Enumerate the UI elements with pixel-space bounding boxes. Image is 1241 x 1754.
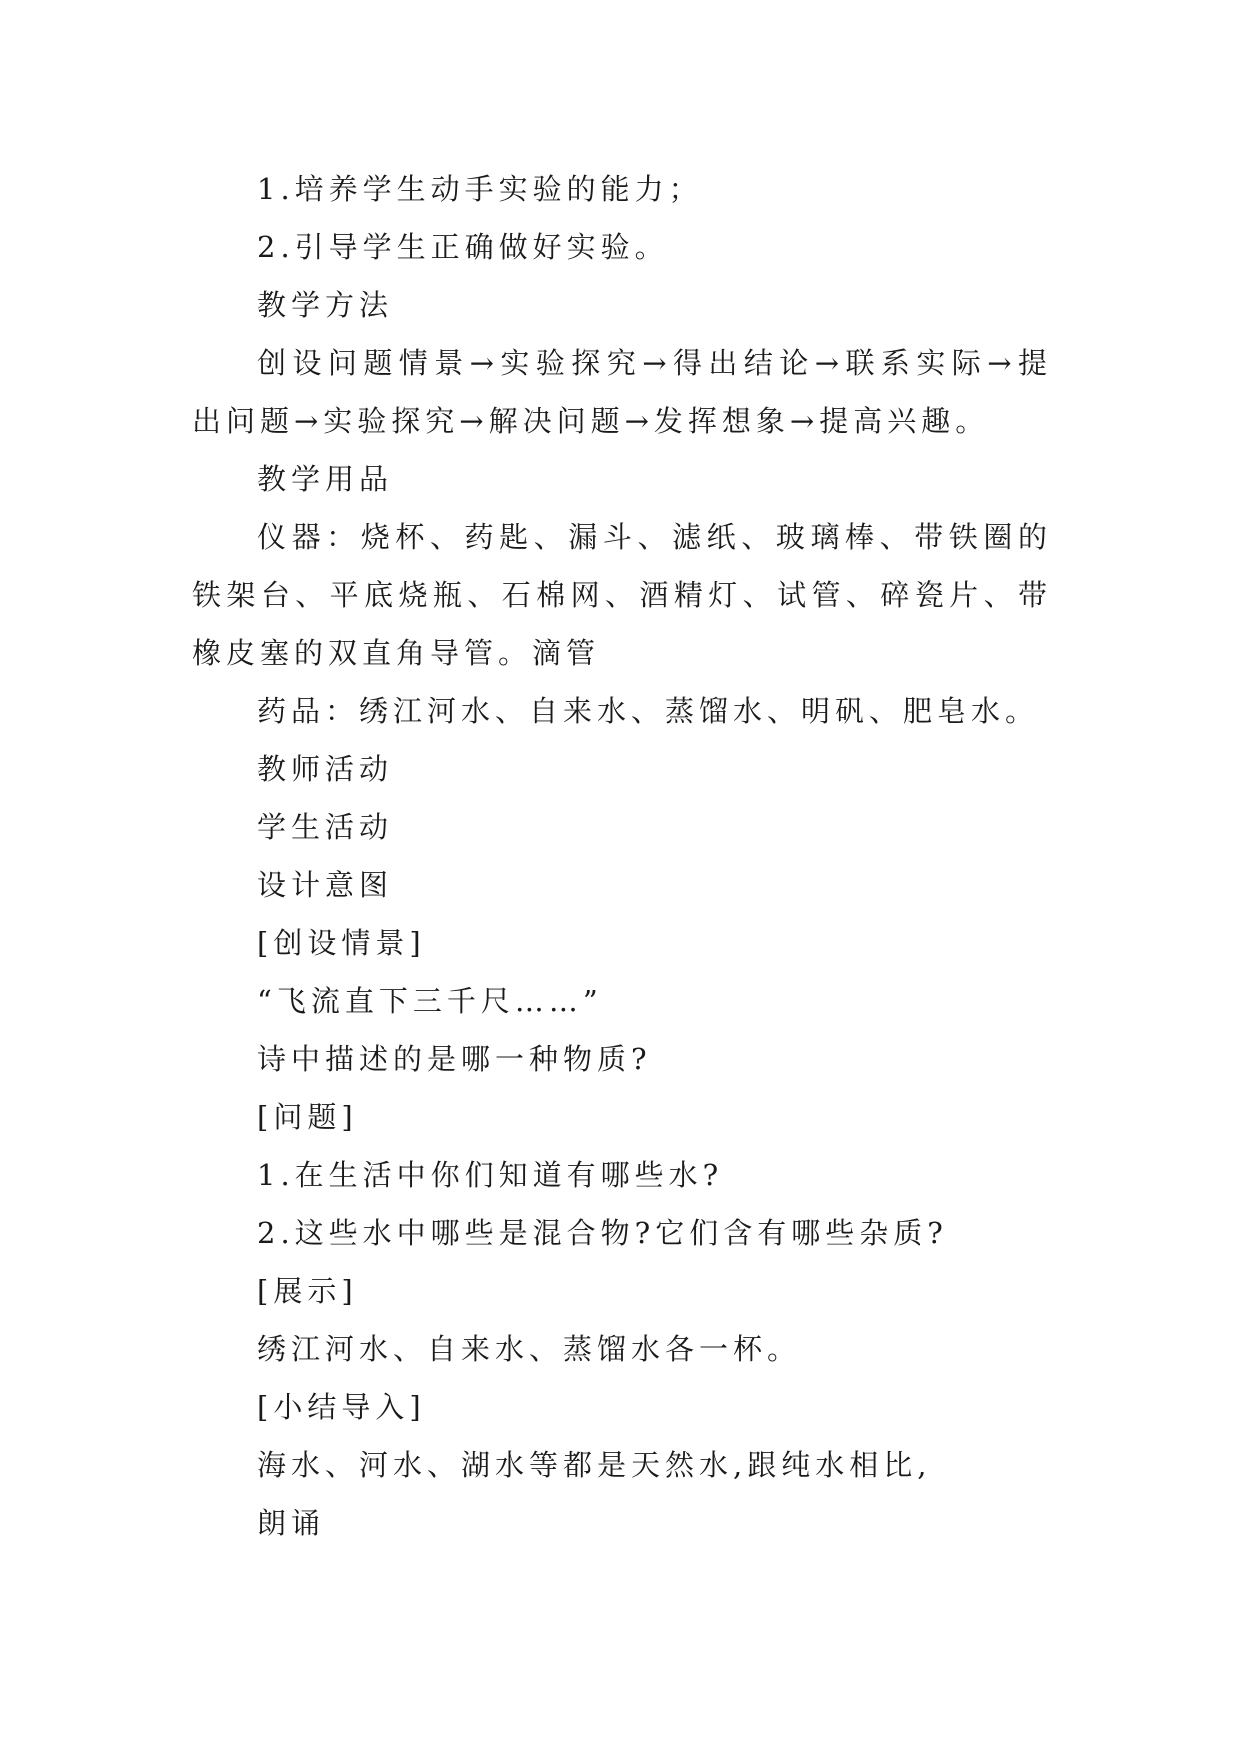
question-item-1: 1.在生活中你们知道有哪些水? <box>257 1158 724 1192</box>
column-heading-teacher-activity: 教师活动 <box>257 752 394 786</box>
column-heading-student-activity: 学生活动 <box>257 810 394 844</box>
poem-question: 诗中描述的是哪一种物质? <box>257 1042 652 1076</box>
section-heading-teaching-method: 教学方法 <box>257 288 394 322</box>
step-summary-intro: [小结导入] <box>257 1390 426 1424</box>
document-body <box>192 160 1052 1552</box>
display-text: 绣江河水、自来水、蒸馏水各一杯。 <box>257 1332 802 1366</box>
teaching-method-text: 创设问题情景→实验探究→得出结论→联系实际→提出问题→实验探究→解决问题→发挥想象→提高兴趣。 <box>192 346 1052 438</box>
section-heading-teaching-supplies: 教学用品 <box>257 462 394 496</box>
student-recite-text: 朗诵 <box>257 1506 326 1540</box>
reagents-text: 药品：绣江河水、自来水、蒸馏水、明矾、肥皂水。 <box>257 694 1040 728</box>
instruments-text: 仪器：烧杯、药匙、漏斗、滤纸、玻璃棒、带铁圈的铁架台、平底烧瓶、石棉网、酒精灯、试管、碎瓷片、带橡皮塞的双直角导管。滴管 <box>192 520 1052 670</box>
summary-text: 海水、河水、湖水等都是天然水,跟纯水相比, <box>257 1448 932 1482</box>
poem-quote: “飞流直下三千尺……” <box>257 984 603 1018</box>
objective-item-2: 2.引导学生正确做好实验。 <box>257 230 669 264</box>
step-question: [问题] <box>257 1100 358 1134</box>
step-display: [展示] <box>257 1274 358 1308</box>
step-create-scenario: [创设情景] <box>257 926 426 960</box>
question-item-2: 2.这些水中哪些是混合物?它们含有哪些杂质? <box>257 1216 948 1250</box>
column-heading-design-intent: 设计意图 <box>257 868 394 902</box>
objective-item-1: 1.培养学生动手实验的能力； <box>257 172 703 206</box>
